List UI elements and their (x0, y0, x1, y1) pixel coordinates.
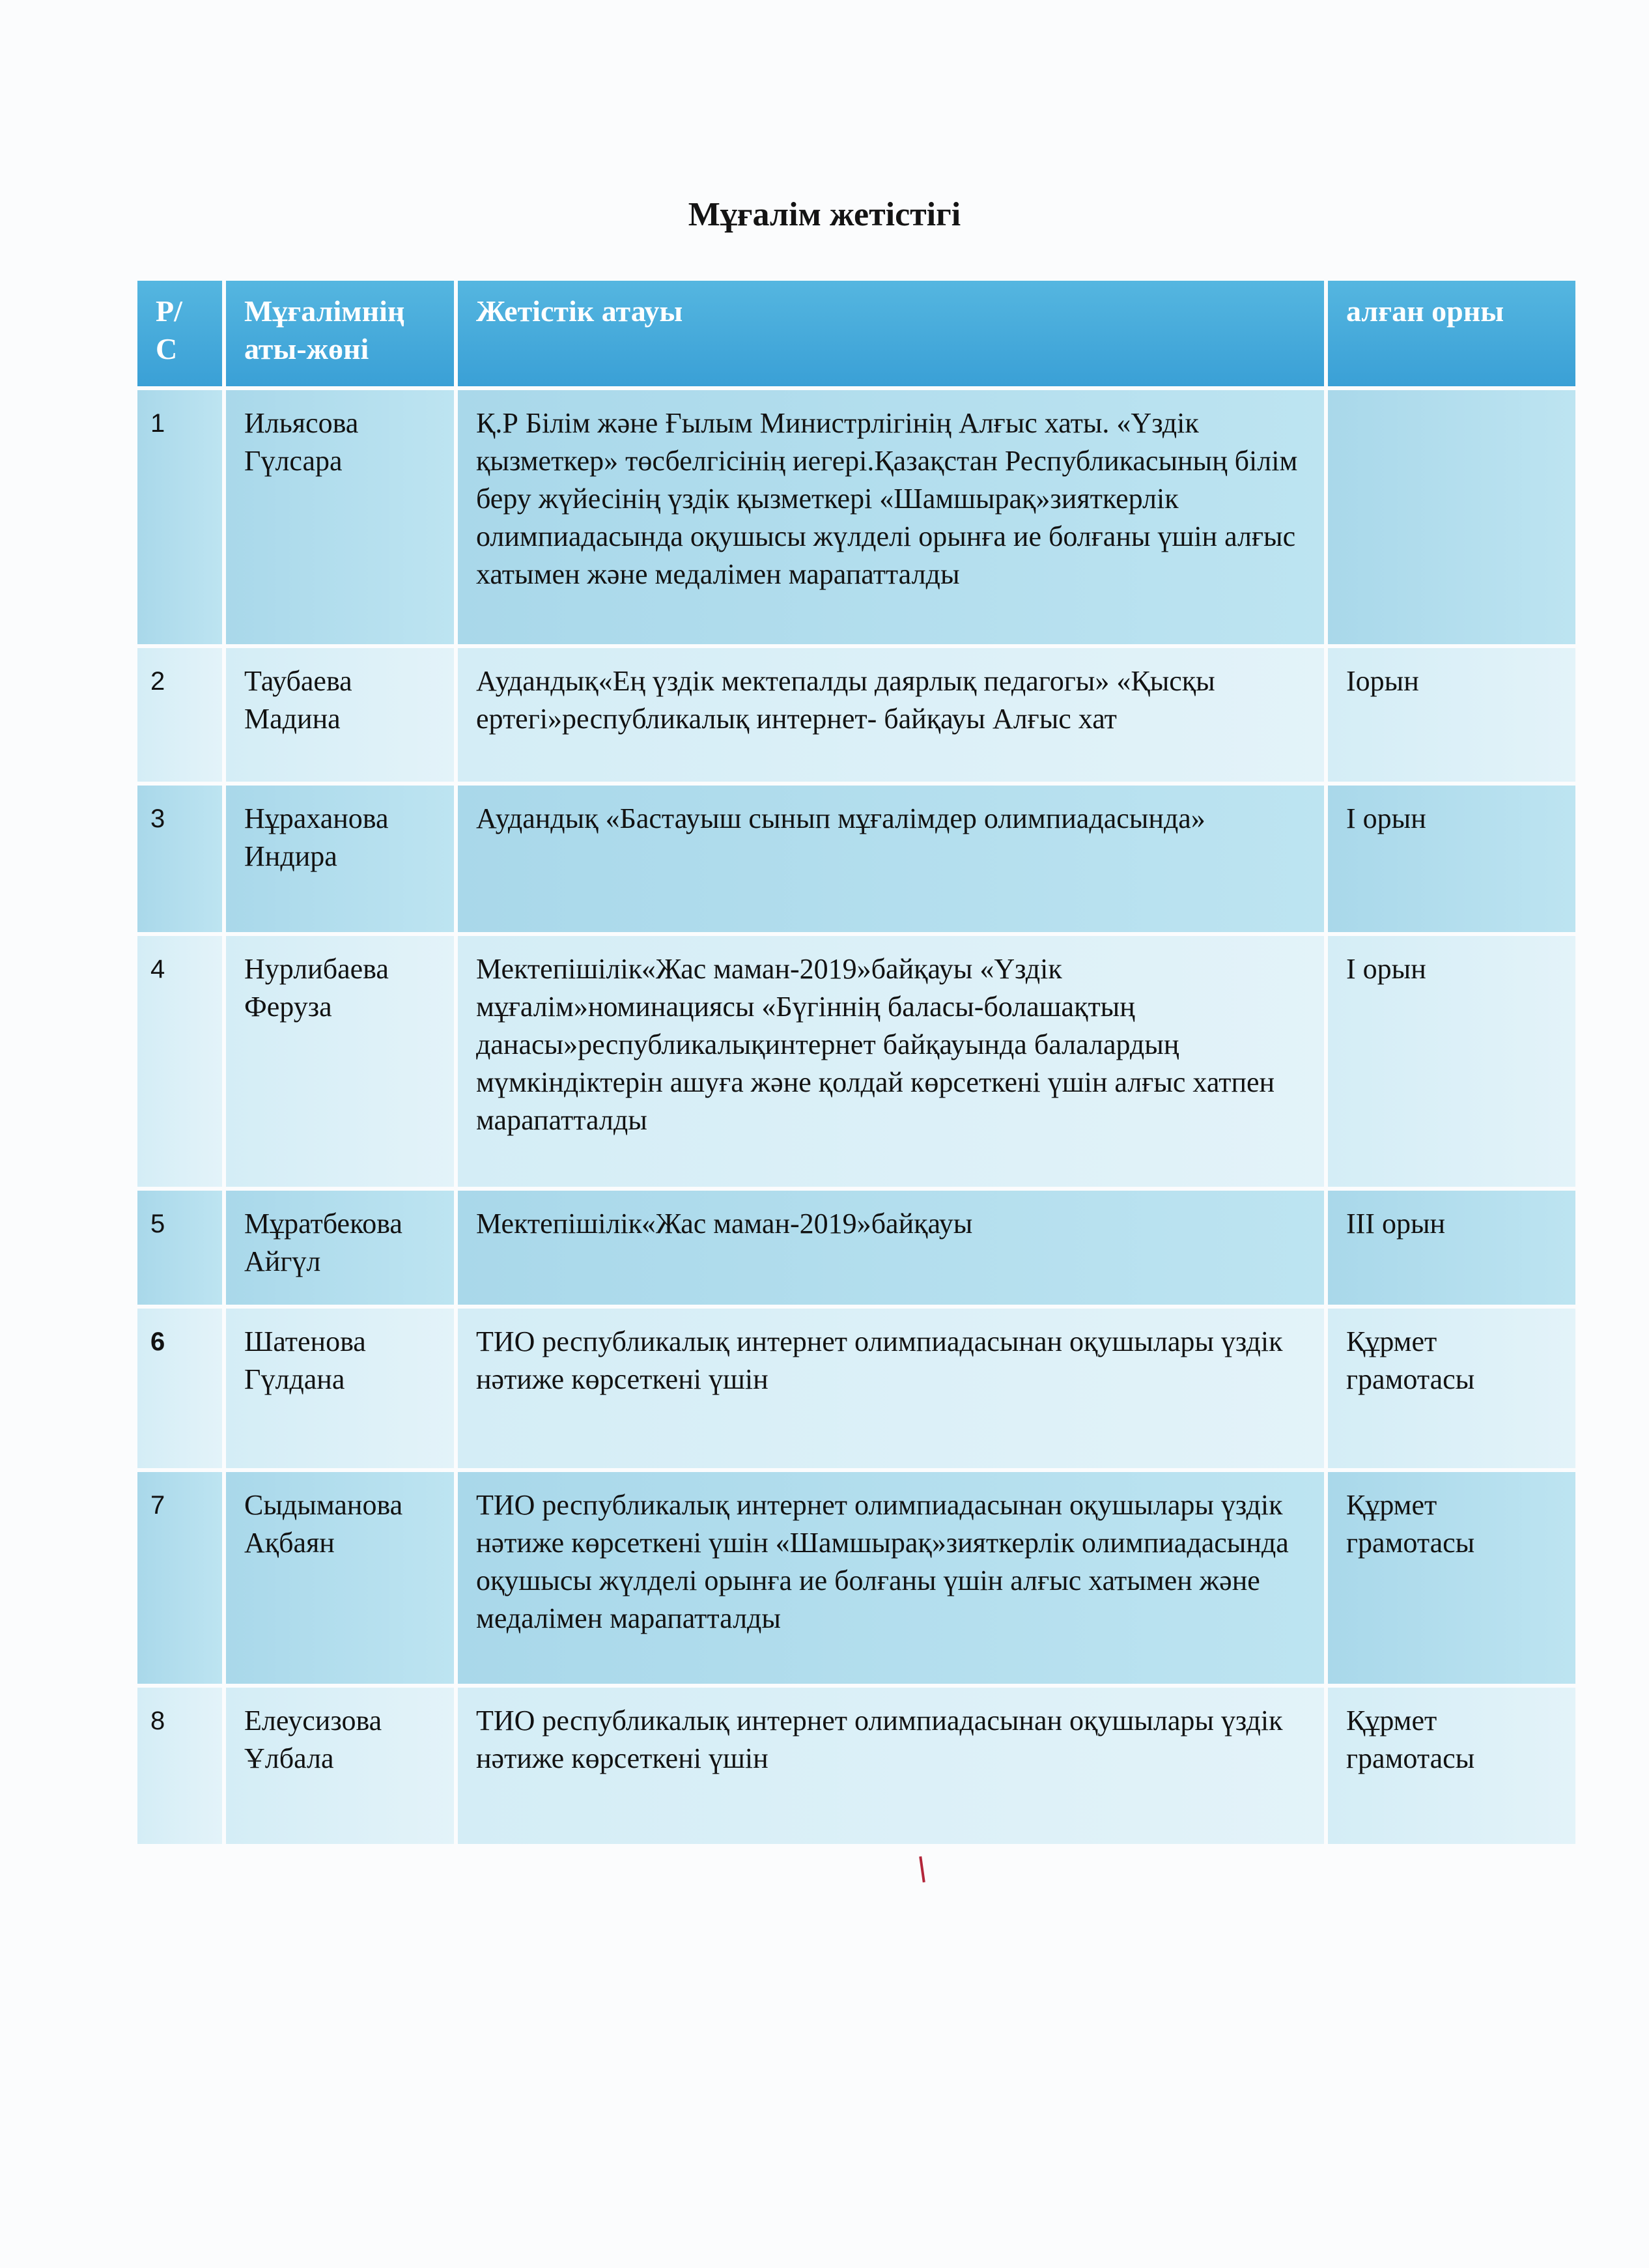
teacher-name: Мұратбекова Айгүл (226, 1191, 454, 1305)
achievement-text: Мектепішілік«Жас маман-2019»байқауы (458, 1191, 1324, 1305)
achievement-text: ТИО республикалық интернет олимпиадасынан оқушылары үздік нәтиже көрсеткені үшін (458, 1688, 1324, 1844)
place-text (1328, 390, 1575, 644)
row-number: 6 (137, 1309, 222, 1468)
achievement-text: Аудандық«Ең үздік мектепалды даярлық педагогы» «Қысқы ертегі»республикалық интернет- байқауы Алғыс хат (458, 648, 1324, 782)
table-header-row (137, 281, 1575, 386)
red-pen-mark (919, 1856, 925, 1882)
row-number: 4 (137, 936, 222, 1187)
place-text: Құрмет грамотасы (1328, 1472, 1575, 1684)
teacher-name: Таубаева Мадина (226, 648, 454, 782)
achievements-table (134, 277, 1579, 1848)
achievement-text: Аудандық «Бастауыш сынып мұғалімдер олимпиадасында» (458, 786, 1324, 932)
table-row (137, 1688, 1575, 1844)
page-title: Мұғалім жетістігі (688, 196, 961, 233)
achievement-text: ТИО республикалық интернет олимпиадасынан оқушылары үздік нәтиже көрсеткені үшін «Шамшырақ»зияткерлік олимпиадасында оқушысы жүлделі орынға ие болғаны үшін алғыс хатымен және медалімен марапатталды (458, 1472, 1324, 1684)
teacher-name: Нұраханова Индира (226, 786, 454, 932)
table-row (137, 936, 1575, 1187)
place-text: Құрмет грамотасы (1328, 1688, 1575, 1844)
row-number: 5 (137, 1191, 222, 1305)
place-text: Құрмет грамотасы (1328, 1309, 1575, 1468)
table-row (137, 648, 1575, 782)
row-number: 2 (137, 648, 222, 782)
achievement-text: Қ.Р Білім және Ғылым Министрлігінің Алғыс хаты. «Үздік қызметкер» төсбелгісінің иегері.Қазақстан Республикасының білім беру жүйесінің үздік қызметкері «Шамшырақ»зияткерлік олимпиадасында оқушысы жүлделі орынға ие болғаны үшін алғыс хатымен және медалімен марапатталды (458, 390, 1324, 644)
place-text: ІІІ орын (1328, 1191, 1575, 1305)
table-row (137, 390, 1575, 644)
header-teacher-name: Мұғалімнің аты-жөні (226, 281, 454, 386)
table-row (137, 1472, 1575, 1684)
row-number: 3 (137, 786, 222, 932)
header-number: Р/С (137, 281, 222, 386)
teacher-name: Нурлибаева Феруза (226, 936, 454, 1187)
table-row (137, 786, 1575, 932)
place-text: І орын (1328, 936, 1575, 1187)
header-achievement: Жетістік атауы (458, 281, 1324, 386)
row-number: 8 (137, 1688, 222, 1844)
place-text: І орын (1328, 786, 1575, 932)
teacher-name: Сыдыманова Ақбаян (226, 1472, 454, 1684)
achievement-text: ТИО республикалық интернет олимпиадасынан оқушылары үздік нәтиже көрсеткені үшін (458, 1309, 1324, 1468)
row-number: 1 (137, 390, 222, 644)
header-place: алған орны (1328, 281, 1575, 386)
teacher-name: Елеусизова Ұлбала (226, 1688, 454, 1844)
achievement-text: Мектепішілік«Жас маман-2019»байқауы «Үздік мұғалім»номинациясы «Бүгіннің баласы-болашақтың данасы»республикалықинтернет байқауында балалардың мүмкіндіктерін ашуға және қолдай көрсеткені үшін алғыс хатпен марапатталды (458, 936, 1324, 1187)
teacher-name: Ильясова Гүлсара (226, 390, 454, 644)
table-row (137, 1309, 1575, 1468)
place-text: Іорын (1328, 648, 1575, 782)
teacher-name: Шатенова Гүлдана (226, 1309, 454, 1468)
table-row (137, 1191, 1575, 1305)
row-number: 7 (137, 1472, 222, 1684)
